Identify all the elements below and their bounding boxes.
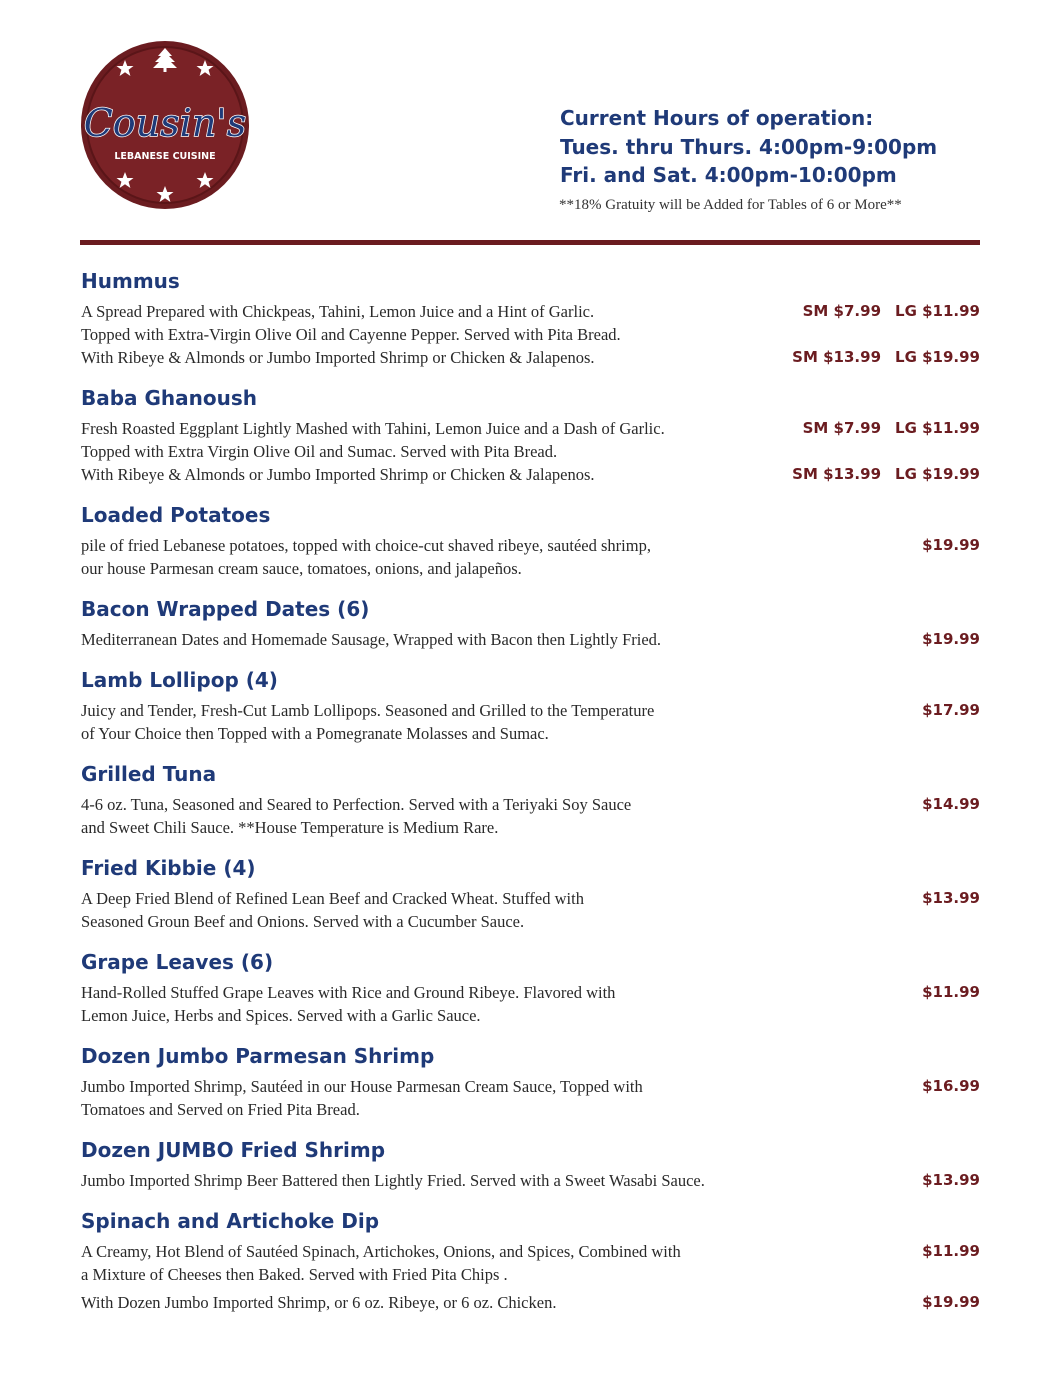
- item-description: [81, 1169, 705, 1192]
- description-line: Fresh Roasted Eggplant Lightly Mashed with Tahini, Lemon Juice and a Dash of Garlic.: [81, 419, 665, 438]
- hours-weekday: Tues. thru Thurs. 4:00pm-9:00pm: [560, 134, 938, 159]
- description-line: our house Parmesan cream sauce, tomatoes, onions, and jalapeños.: [81, 559, 522, 578]
- description-line: A Spread Prepared with Chickpeas, Tahini, Lemon Juice and a Hint of Garlic.: [81, 302, 595, 321]
- item-title: Lamb Lollipop (4): [81, 668, 278, 692]
- description-line: a Mixture of Cheeses then Baked. Served with Fried Pita Chips .: [81, 1265, 508, 1284]
- description-line: Tomatoes and Served on Fried Pita Bread.: [81, 1100, 360, 1119]
- header-divider: [80, 240, 980, 245]
- hours-block: [560, 104, 1000, 190]
- description-line: Lemon Juice, Herbs and Spices. Served with a Garlic Sauce.: [81, 1006, 481, 1025]
- description-line: 4-6 oz. Tuna, Seasoned and Seared to Perfection. Served with a Teriyaki Soy Sauce: [81, 795, 632, 814]
- item-description: [81, 887, 584, 933]
- item-title: Baba Ghanoush: [81, 386, 258, 410]
- description-line: Seasoned Groun Beef and Onions. Served with a Cucumber Sauce.: [81, 912, 525, 931]
- item-title: Grilled Tuna: [81, 762, 217, 786]
- description-line: Juicy and Tender, Fresh-Cut Lamb Lollipops. Seasoned and Grilled to the Temperature: [81, 701, 655, 720]
- logo-badge: [80, 40, 250, 210]
- item-description: [81, 1240, 681, 1286]
- item-title: Dozen JUMBO Fried Shrimp: [81, 1138, 386, 1162]
- price-large: LG $11.99: [895, 419, 980, 437]
- item-title: Fried Kibbie (4): [81, 856, 256, 880]
- description-line: Topped with Extra Virgin Olive Oil and Sumac. Served with Pita Bread.: [81, 442, 558, 461]
- item-description: [81, 417, 665, 463]
- item-price: $13.99: [922, 1171, 980, 1189]
- menu-item-baba-ghanoush: [81, 385, 980, 486]
- item-title: Spinach and Artichoke Dip: [81, 1209, 380, 1233]
- description-line: of Your Choice then Topped with a Pomegranate Molasses and Sumac.: [81, 724, 549, 743]
- item-description: [81, 699, 654, 745]
- item-description: [81, 534, 651, 580]
- item-price: $19.99: [922, 536, 980, 554]
- menu-item-lamb-lollipop: [81, 667, 980, 745]
- item-price: [803, 300, 980, 323]
- item-price: $11.99: [922, 1242, 980, 1260]
- addon-price: $19.99: [922, 1293, 980, 1311]
- item-description: [81, 628, 661, 651]
- logo-subtitle: LEBANESE CUISINE: [114, 151, 216, 162]
- price-large: LG $19.99: [895, 465, 980, 483]
- addon-line: With Ribeye & Almonds or Jumbo Imported Shrimp or Chicken & Jalapenos.: [81, 348, 595, 367]
- price-small: SM $7.99: [802, 302, 882, 320]
- description-line: Jumbo Imported Shrimp, Sautéed in our House Parmesan Cream Sauce, Topped with: [81, 1077, 643, 1096]
- item-title: Bacon Wrapped Dates (6): [81, 597, 370, 621]
- item-description: [81, 981, 615, 1027]
- item-price: $13.99: [922, 889, 980, 907]
- item-title: Grape Leaves (6): [81, 950, 274, 974]
- hours-weekend: Fri. and Sat. 4:00pm-10:00pm: [560, 163, 897, 187]
- item-price: $17.99: [922, 701, 980, 719]
- menu-item-loaded-potatoes: [81, 502, 980, 580]
- price-small: SM $7.99: [802, 419, 882, 437]
- menu-item-grilled-tuna: [81, 761, 980, 839]
- addon-line: With Ribeye & Almonds or Jumbo Imported Shrimp or Chicken & Jalapenos.: [81, 465, 595, 484]
- item-description: [81, 1075, 643, 1121]
- menu-item-fried-kibbie: [81, 855, 980, 933]
- item-price: $16.99: [922, 1077, 980, 1095]
- item-title: Loaded Potatoes: [81, 503, 271, 527]
- item-description: [81, 300, 621, 346]
- item-title: Hummus: [81, 269, 180, 293]
- description-line: A Deep Fried Blend of Refined Lean Beef and Cracked Wheat. Stuffed with: [81, 889, 584, 908]
- price-large: LG $19.99: [895, 348, 980, 366]
- item-price: $14.99: [922, 795, 980, 813]
- item-price: [803, 417, 980, 440]
- menu-item-parmesan-shrimp: [81, 1043, 980, 1121]
- item-price: $19.99: [922, 630, 980, 648]
- menu-item-spinach-artichoke-dip: [81, 1208, 980, 1314]
- price-small: SM $13.99: [792, 465, 882, 483]
- addon-price: [792, 346, 980, 369]
- hours-title: Current Hours of operation:: [560, 106, 874, 130]
- restaurant-logo: [80, 40, 250, 210]
- description-line: Jumbo Imported Shrimp Beer Battered then Lightly Fried. Served with a Sweet Wasabi Sauce.: [81, 1171, 705, 1190]
- gratuity-note: **18% Gratuity will be Added for Tables of 6 or More**: [559, 197, 902, 213]
- menu-item-fried-shrimp: [81, 1137, 980, 1192]
- item-price: $11.99: [922, 983, 980, 1001]
- item-title: Dozen Jumbo Parmesan Shrimp: [81, 1044, 435, 1068]
- price-small: SM $13.99: [792, 348, 882, 366]
- description-line: and Sweet Chili Sauce. **House Temperature is Medium Rare.: [81, 818, 499, 837]
- price-large: LG $11.99: [895, 302, 980, 320]
- logo-name: Cousin's: [83, 101, 247, 145]
- addon-price: [792, 463, 980, 486]
- description-line: pile of fried Lebanese potatoes, topped with choice-cut shaved ribeye, sautéed shrimp,: [81, 536, 651, 555]
- description-line: Topped with Extra-Virgin Olive Oil and Cayenne Pepper. Served with Pita Bread.: [81, 325, 621, 344]
- menu-list: [81, 268, 980, 1330]
- menu-item-hummus: [81, 268, 980, 369]
- description-line: A Creamy, Hot Blend of Sautéed Spinach, Artichokes, Onions, and Spices, Combined with: [81, 1242, 681, 1261]
- item-description: [81, 793, 631, 839]
- menu-item-grape-leaves: [81, 949, 980, 1027]
- description-line: Hand-Rolled Stuffed Grape Leaves with Rice and Ground Ribeye. Flavored with: [81, 983, 616, 1002]
- addon-line: With Dozen Jumbo Imported Shrimp, or 6 oz. Ribeye, or 6 oz. Chicken.: [81, 1293, 557, 1312]
- menu-item-bacon-wrapped-dates: [81, 596, 980, 651]
- description-line: Mediterranean Dates and Homemade Sausage, Wrapped with Bacon then Lightly Fried.: [81, 630, 662, 649]
